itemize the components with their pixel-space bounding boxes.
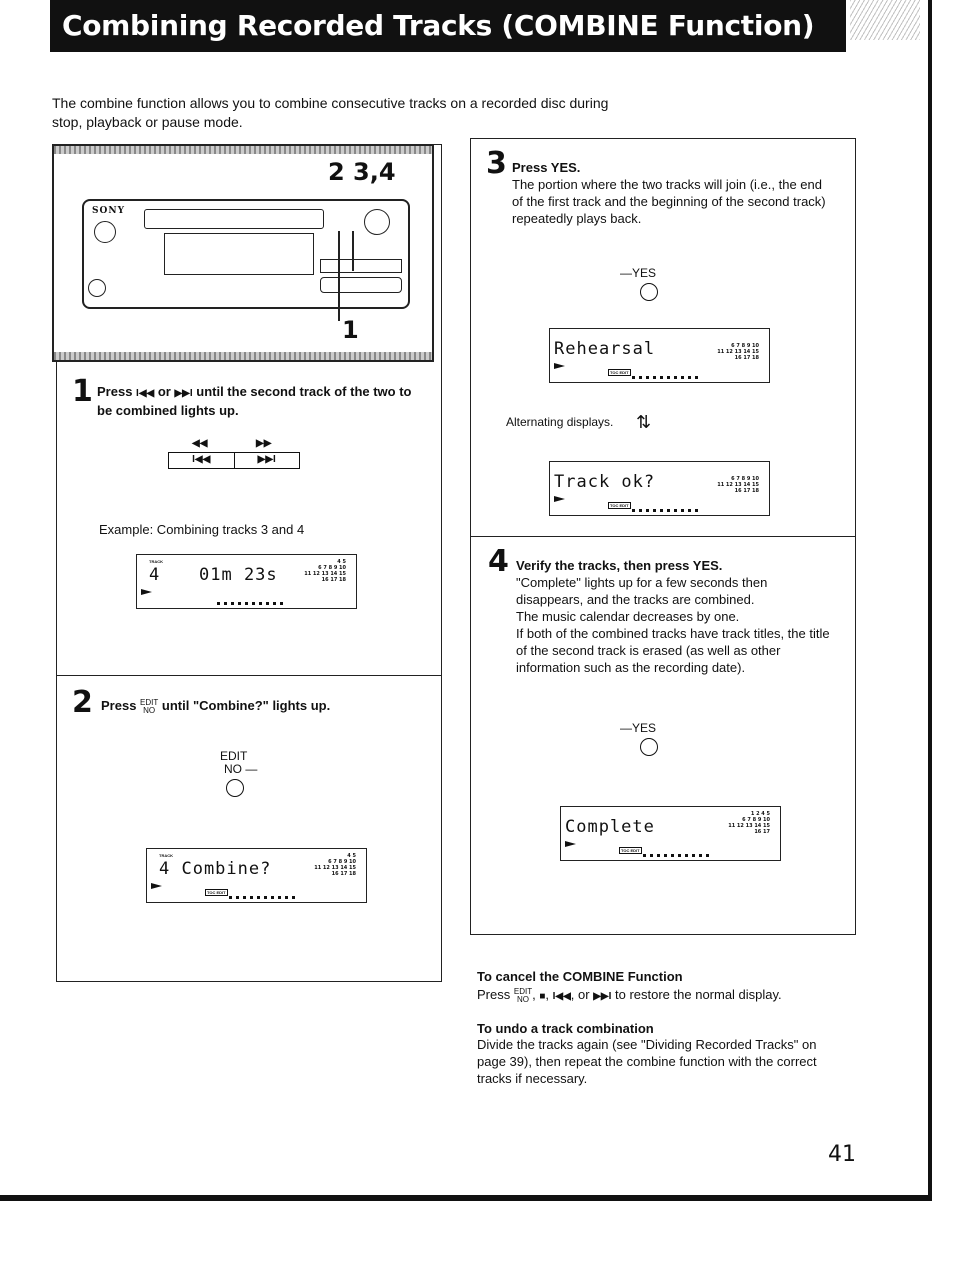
phones-jack	[88, 279, 106, 297]
calendar-row: 1 2 4 5	[750, 811, 770, 817]
step-4-line: "Complete" lights up for a few seconds then disappears, and the tracks are combined.	[516, 575, 768, 607]
music-calendar	[314, 853, 356, 877]
display-track-ok	[549, 461, 770, 516]
bottom-edge-rule	[0, 1195, 932, 1201]
step-2-text	[101, 697, 421, 715]
intro-text: The combine function allows you to combine consecutive tracks on a recorded disc during stop, playback or pause mode.	[52, 95, 609, 130]
music-calendar	[717, 476, 759, 494]
step-divider	[470, 536, 856, 537]
undo-heading: To undo a track combination	[477, 1021, 654, 1036]
calendar-row: 11 12 13 14 15	[314, 865, 356, 871]
level-meter	[632, 509, 702, 512]
level-meter	[632, 376, 702, 379]
prev-button[interactable]: I◀◀	[169, 453, 235, 468]
step-1-example: Example: Combining tracks 3 and 4	[99, 522, 305, 537]
level-meter	[229, 896, 299, 899]
step-4-text	[516, 574, 834, 676]
disc-slot	[144, 209, 324, 229]
skip-buttons	[168, 452, 300, 469]
step-4-line: If both of the combined tracks have track titles, the title of the second track is erased (as well as other information such as the recording date).	[516, 626, 830, 675]
alternating-arrows-icon: ⇅	[636, 412, 652, 432]
callout-line	[338, 231, 340, 321]
illustration-band-top	[54, 146, 432, 154]
edit-label: EDIT	[140, 697, 159, 707]
step-3-head: Press YES.	[512, 160, 581, 175]
step-4-number: 4	[488, 544, 509, 579]
calendar-row: 11 12 13 14 15	[728, 823, 770, 829]
lcd-combine: 4 Combine?	[159, 859, 272, 879]
right-edge-rule	[928, 0, 932, 1200]
play-icon	[554, 363, 565, 369]
toc-edit-tag: TOC EDIT	[610, 503, 629, 508]
page-title: Combining Recorded Tracks (COMBINE Function)	[62, 9, 815, 42]
device-illustration	[52, 144, 434, 362]
no-label: NO	[516, 994, 529, 1004]
power-knob	[94, 221, 116, 243]
lcd-track-ok: Track ok?	[554, 472, 656, 492]
rec-level-knob	[364, 209, 390, 235]
step-4-line: The music calendar decreases by one.	[516, 609, 740, 624]
display-window	[164, 233, 314, 275]
stop-icon: ■	[539, 991, 546, 1002]
music-calendar	[728, 811, 770, 835]
yes-no-buttons-drawing	[320, 277, 402, 293]
level-meter	[643, 854, 713, 857]
calendar-row: 6 7 8 9 10	[318, 565, 346, 571]
step-divider	[56, 675, 442, 676]
skip-buttons-drawing	[320, 259, 402, 273]
step-2-press: Press	[101, 698, 137, 713]
rewind-icon: ◀◀	[192, 438, 208, 449]
step-2-number: 2	[72, 685, 93, 720]
prev-track-icon: I◀◀	[552, 991, 571, 1002]
display-rehearsal	[549, 328, 770, 383]
calendar-row: 16 17 18	[734, 355, 759, 361]
track-label: TRACK	[149, 559, 163, 564]
edit-no-icon	[514, 988, 532, 1004]
lcd-complete: Complete	[565, 817, 655, 837]
calendar-row: 16 17 18	[734, 488, 759, 494]
calendar-row: 11 12 13 14 15	[304, 571, 346, 577]
lcd-time: 01m 23s	[199, 565, 278, 585]
lcd-track-number: 4	[149, 565, 161, 585]
cancel-heading: To cancel the COMBINE Function	[477, 969, 683, 984]
play-icon	[554, 496, 565, 502]
step-4-head: Verify the tracks, then press YES.	[516, 558, 723, 573]
edit-caption: EDIT	[220, 749, 248, 763]
edit-label: EDIT	[513, 986, 533, 996]
cancel-press: Press	[477, 987, 511, 1002]
calendar-row: 16 17 18	[321, 577, 346, 583]
next-track-icon: ▶▶I	[174, 388, 193, 399]
display-step-1	[136, 554, 357, 609]
display-step-2	[146, 848, 367, 903]
edit-no-icon	[140, 699, 158, 715]
step-3-text: The portion where the two tracks will join (i.e., the end of the first track and the beginning of the second track) repeatedly plays back.	[512, 177, 826, 226]
step-1-press: Press	[97, 384, 133, 399]
music-calendar	[304, 559, 346, 583]
alternating-caption: Alternating displays.	[506, 415, 614, 429]
edit-no-button[interactable]	[226, 779, 244, 797]
page-number: 41	[828, 1142, 856, 1167]
md-deck-drawing	[82, 199, 410, 309]
calendar-row: 11 12 13 14 15	[717, 482, 759, 488]
toc-edit-tag: TOC EDIT	[207, 890, 226, 895]
cancel-or: , or	[570, 987, 590, 1002]
step-1-number: 1	[72, 374, 93, 409]
play-icon	[151, 883, 162, 889]
step-1-text	[97, 383, 417, 419]
toc-edit-tag: TOC EDIT	[610, 370, 629, 375]
calendar-row: 4 5	[347, 853, 356, 859]
level-meter	[217, 602, 287, 605]
calendar-row: 11 12 13 14 15	[717, 349, 759, 355]
cancel-text: Press EDIT NO , ■, I◀◀, or ▶▶I to restore the normal display.	[477, 986, 782, 1004]
display-complete	[560, 806, 781, 861]
no-caption: NO —	[224, 762, 258, 776]
play-icon	[565, 841, 576, 847]
step-2-instruction: until "Combine?" lights up.	[161, 698, 331, 713]
sony-logo: SONY	[92, 206, 125, 216]
track-label: TRACK	[159, 853, 173, 858]
yes-button[interactable]	[640, 738, 658, 756]
undo-text: Divide the tracks again (see "Dividing Recorded Tracks" on page 39), then repeat the combine function with the correct tracks if necessary.	[477, 1037, 817, 1086]
calendar-row: 6 7 8 9 10	[731, 343, 759, 349]
calendar-row: 16 17 18	[331, 871, 356, 877]
calendar-row: 6 7 8 9 10	[731, 476, 759, 482]
callout-top: 2 3,4	[328, 158, 396, 186]
cancel-instruction: to restore the normal display.	[615, 987, 782, 1002]
play-icon	[141, 589, 152, 595]
step-3-number: 3	[486, 146, 507, 181]
illustration-band-bottom	[54, 352, 432, 360]
music-calendar	[717, 343, 759, 361]
corner-scribble	[850, 0, 920, 40]
calendar-row: 4 5	[337, 559, 346, 565]
yes-button[interactable]	[640, 283, 658, 301]
callout-bottom: 1	[342, 316, 359, 344]
yes-caption: —YES	[620, 266, 657, 280]
prev-track-icon: I◀◀	[136, 388, 155, 399]
next-button[interactable]: ▶▶I	[257, 454, 276, 465]
toc-edit-tag: TOC EDIT	[621, 848, 640, 853]
calendar-row: 6 7 8 9 10	[742, 817, 770, 823]
calendar-row: 6 7 8 9 10	[328, 859, 356, 865]
yes-caption: —YES	[620, 721, 657, 735]
step-1-instruction: until the second track of the two to be combined lights up.	[97, 384, 412, 418]
fast-forward-icon: ▶▶	[256, 438, 272, 449]
calendar-row: 16 17	[754, 829, 770, 835]
next-track-icon: ▶▶I	[593, 991, 612, 1002]
callout-line	[352, 231, 354, 271]
title-bar	[50, 0, 846, 52]
no-label: NO	[143, 705, 156, 715]
lcd-rehearsal: Rehearsal	[554, 339, 656, 359]
step-1-or: or	[157, 384, 171, 399]
